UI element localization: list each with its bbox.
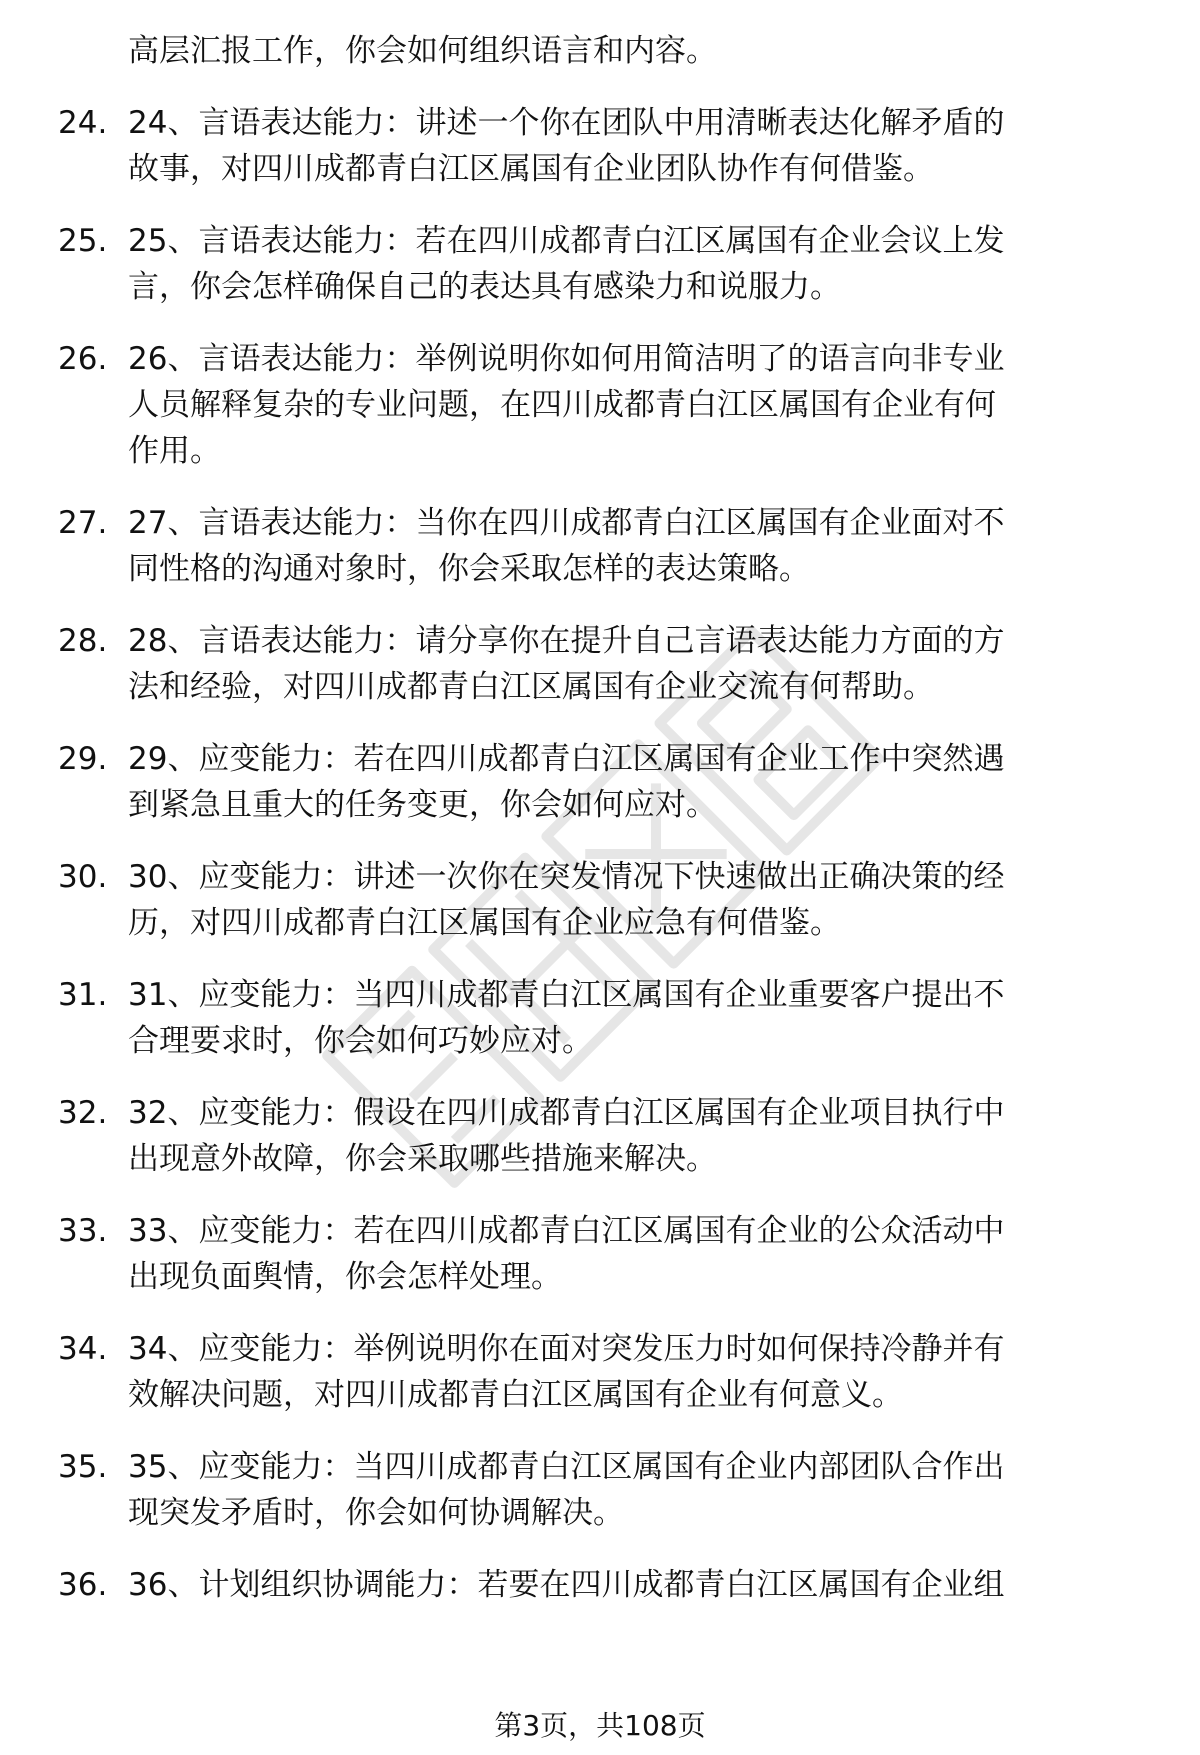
question-text-line: 现突发矛盾时，你会如何协调解决。	[128, 1495, 624, 1531]
question-text	[128, 1090, 1143, 1182]
question-text-line: 34、应变能力：举例说明你在面对突发压力时如何保持冷静并有	[128, 1331, 1005, 1367]
page-footer: 第3页，共108页	[494, 1709, 706, 1742]
question-text	[128, 1326, 1143, 1418]
question-text-line: 人员解释复杂的专业问题，在四川成都青白江区属国有企业有何	[128, 387, 996, 423]
question-text-line: 效解决问题，对四川成都青白江区属国有企业有何意义。	[128, 1377, 903, 1413]
question-number: 24.	[58, 105, 108, 141]
continued-question-text: 高层汇报工作，你会如何组织语言和内容。	[128, 33, 717, 69]
question-text	[128, 972, 1143, 1064]
question-text	[128, 1562, 1143, 1608]
question-number: 25.	[58, 223, 108, 259]
question-item	[0, 100, 1143, 192]
question-item	[0, 1208, 1143, 1300]
question-text-line: 同性格的沟通对象时，你会采取怎样的表达策略。	[128, 551, 810, 587]
page-content	[0, 28, 1200, 1634]
question-text-line: 25、言语表达能力：若在四川成都青白江区属国有企业会议上发	[128, 223, 1005, 259]
question-text-line: 24、言语表达能力：讲述一个你在团队中用清晰表达化解矛盾的	[128, 105, 1005, 141]
question-text-line: 26、言语表达能力：举例说明你如何用简洁明了的语言向非专业	[128, 341, 1005, 377]
question-text	[128, 736, 1143, 828]
question-item	[0, 1326, 1143, 1418]
question-text	[128, 1444, 1143, 1536]
question-text	[128, 500, 1143, 592]
question-text-line: 28、言语表达能力：请分享你在提升自己言语表达能力方面的方	[128, 623, 1005, 659]
question-text-line: 29、应变能力：若在四川成都青白江区属国有企业工作中突然遇	[128, 741, 1005, 777]
question-text	[128, 218, 1143, 310]
question-number: 33.	[58, 1213, 108, 1249]
question-text-line: 法和经验，对四川成都青白江区属国有企业交流有何帮助。	[128, 669, 934, 705]
question-text	[128, 336, 1143, 474]
question-number: 29.	[58, 741, 108, 777]
question-number: 31.	[58, 977, 108, 1013]
question-number: 27.	[58, 505, 108, 541]
question-number: 30.	[58, 859, 108, 895]
question-text-line: 故事，对四川成都青白江区属国有企业团队协作有何借鉴。	[128, 151, 934, 187]
question-number: 32.	[58, 1095, 108, 1131]
question-text-line: 合理要求时，你会如何巧妙应对。	[128, 1023, 593, 1059]
question-item	[0, 1090, 1143, 1182]
question-text	[128, 854, 1143, 946]
question-text	[128, 1208, 1143, 1300]
question-text	[128, 100, 1143, 192]
question-text-line: 31、应变能力：当四川成都青白江区属国有企业重要客户提出不	[128, 977, 1005, 1013]
question-text-line: 言，你会怎样确保自己的表达具有感染力和说服力。	[128, 269, 841, 305]
question-item	[0, 972, 1143, 1064]
question-number: 36.	[58, 1567, 108, 1603]
question-number: 34.	[58, 1331, 108, 1367]
question-item	[0, 736, 1143, 828]
question-number: 35.	[58, 1449, 108, 1485]
question-item	[0, 854, 1143, 946]
question-item	[0, 336, 1143, 474]
question-text-line: 35、应变能力：当四川成都青白江区属国有企业内部团队合作出	[128, 1449, 1005, 1485]
question-item	[0, 618, 1143, 710]
question-text-line: 作用。	[128, 433, 221, 469]
question-text-line: 33、应变能力：若在四川成都青白江区属国有企业的公众活动中	[128, 1213, 1005, 1249]
question-text-line: 到紧急且重大的任务变更，你会如何应对。	[128, 787, 717, 823]
question-text	[128, 618, 1143, 710]
question-text-line: 27、言语表达能力：当你在四川成都青白江区属国有企业面对不	[128, 505, 1005, 541]
question-text-line: 出现负面舆情，你会怎样处理。	[128, 1259, 562, 1295]
question-text-line: 32、应变能力：假设在四川成都青白江区属国有企业项目执行中	[128, 1095, 1005, 1131]
question-text-line: 历，对四川成都青白江区属国有企业应急有何借鉴。	[128, 905, 841, 941]
question-item	[0, 500, 1143, 592]
question-number: 26.	[58, 341, 108, 377]
question-text-line: 出现意外故障，你会采取哪些措施来解决。	[128, 1141, 717, 1177]
question-number: 28.	[58, 623, 108, 659]
question-item	[0, 1562, 1143, 1608]
question-text-line: 36、计划组织协调能力：若要在四川成都青白江区属国有企业组	[128, 1567, 1005, 1603]
question-list	[0, 100, 1200, 1608]
question-text-line: 30、应变能力：讲述一次你在突发情况下快速做出正确决策的经	[128, 859, 1005, 895]
question-item	[0, 218, 1143, 310]
question-item	[0, 1444, 1143, 1536]
